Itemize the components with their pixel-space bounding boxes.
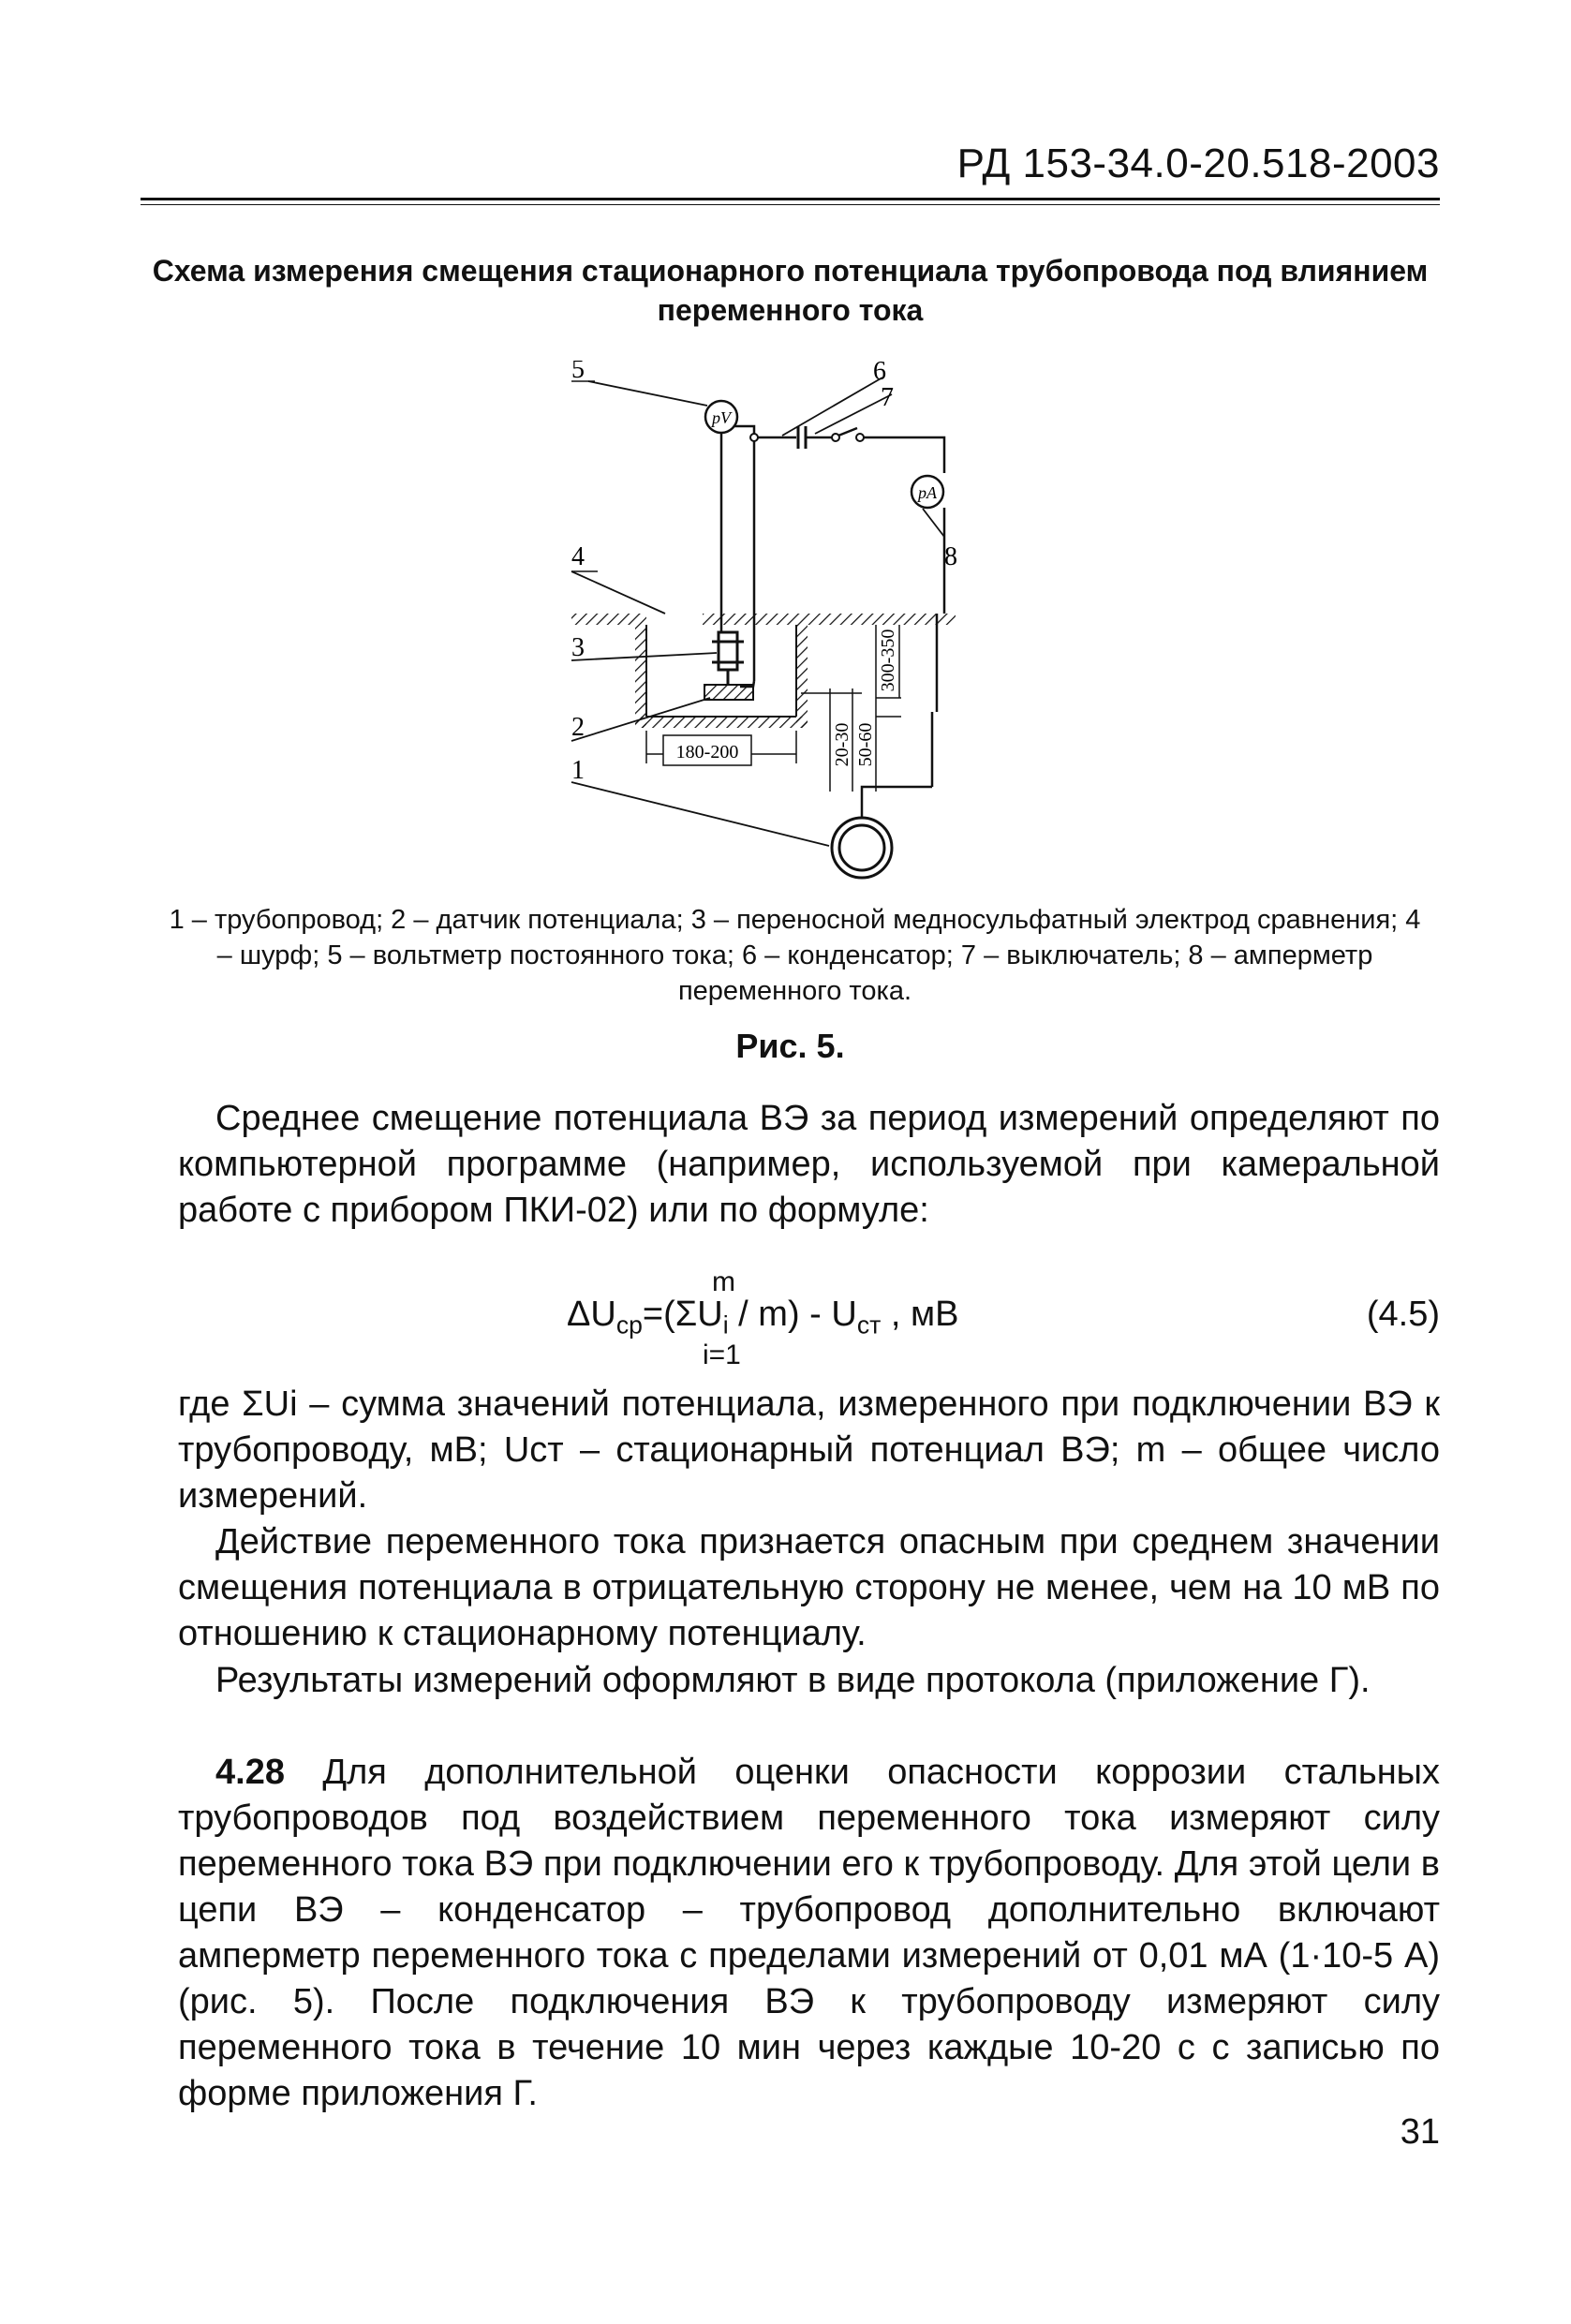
measurement-diagram (553, 361, 1021, 885)
pit-wall-right (796, 625, 808, 728)
formula (178, 1266, 1440, 1369)
callout-3: 3 (571, 633, 585, 662)
figure-title: Схема измерения смещения стационарного потенциала трубопровода под влиянием переменного тока (152, 254, 1429, 327)
ground-hatch-right (703, 614, 956, 625)
dimension-depth-3: 300-350 (878, 629, 898, 692)
paragraph: Действие переменного тока признается опасным при среднем значении смещения потенциала в отрицательную сторону не менее, чем на 10 мВ по отношению к стационарному потенциалу. (178, 1522, 1440, 1653)
figure-label: Рис. 5. (735, 1027, 845, 1065)
ground-hatch-left (571, 614, 646, 625)
paragraph: Среднее смещение потенциала ВЭ за период измерений определяют по компьютерной программе (например, используемой при камеральной работе с прибором ПКИ-02) или по формуле: (178, 1099, 1440, 1230)
document-code: РД 153-34.0-20.518-2003 (956, 141, 1440, 186)
paragraph-definitions: где ΣUi – сумма значений потенциала, измеренного при подключении ВЭ к трубопроводу, мВ; Uст – стационарный потенциал ВЭ; m – общее число измерений. (178, 1384, 1440, 1516)
page-number: 31 (1400, 2112, 1440, 2152)
callout-5: 5 (571, 361, 585, 384)
formula-number: (4.5) (1366, 1295, 1440, 1334)
section-number: 4.28 (215, 1753, 285, 1792)
formula-lower-limit: i=1 (703, 1340, 741, 1370)
callout-6: 6 (873, 361, 886, 386)
pit-wall-left (635, 625, 646, 728)
formula-expression: $\Delta U_{ср}=(\Sigma U_i / m) - U_{ст}$ , мВ (567, 1295, 959, 1340)
reference-electrode (719, 632, 737, 670)
header-rule-thin (141, 204, 1440, 205)
callout-8: 8 (944, 542, 957, 571)
header-rule (141, 198, 1440, 200)
figure-legend: 1 – трубопровод; 2 – датчик потенциала; 3 – переносной медносульфатный электрод сравнения; 4 – шурф; 5 – вольтметр постоянного тока; 6 – конденсатор; 7 – выключатель; 8 – амперметр переменного тока. (169, 905, 1421, 1006)
ammeter-label: pA (918, 483, 937, 502)
dimension-depth-1: 20-30 (832, 722, 852, 767)
paragraph: Результаты измерений оформляют в виде протокола (приложение Г). (215, 1661, 1371, 1700)
dimension-depth-2: 50-60 (855, 722, 876, 767)
callout-1: 1 (571, 756, 585, 785)
voltmeter-label: pV (712, 408, 731, 427)
paragraph-section-4-28 (178, 1750, 1440, 2117)
formula-upper-limit: m (712, 1266, 735, 1297)
section-text: Для дополнительной оценки опасности коррозии стальных трубопроводов под воздействием переменного тока измеряют силу переменного тока ВЭ при подключении его к трубопроводу. Для этой цели в цепи ВЭ – конденсатор – трубопровод дополнительно включают амперметр переменного тока с пределами измерений от 0,01 мА (1·10-5 А) (рис. 5). После подключения ВЭ к трубопроводу измеряют силу переменного тока в течение 10 мин через каждые 10-20 с с записью по форме приложения Г. (178, 1753, 1440, 2113)
callout-4: 4 (571, 542, 585, 571)
callout-7: 7 (881, 383, 894, 412)
callout-2: 2 (571, 713, 585, 742)
switch-icon (838, 428, 857, 436)
pit-bottom (635, 717, 808, 728)
dimension-width: 180-200 (675, 742, 739, 762)
